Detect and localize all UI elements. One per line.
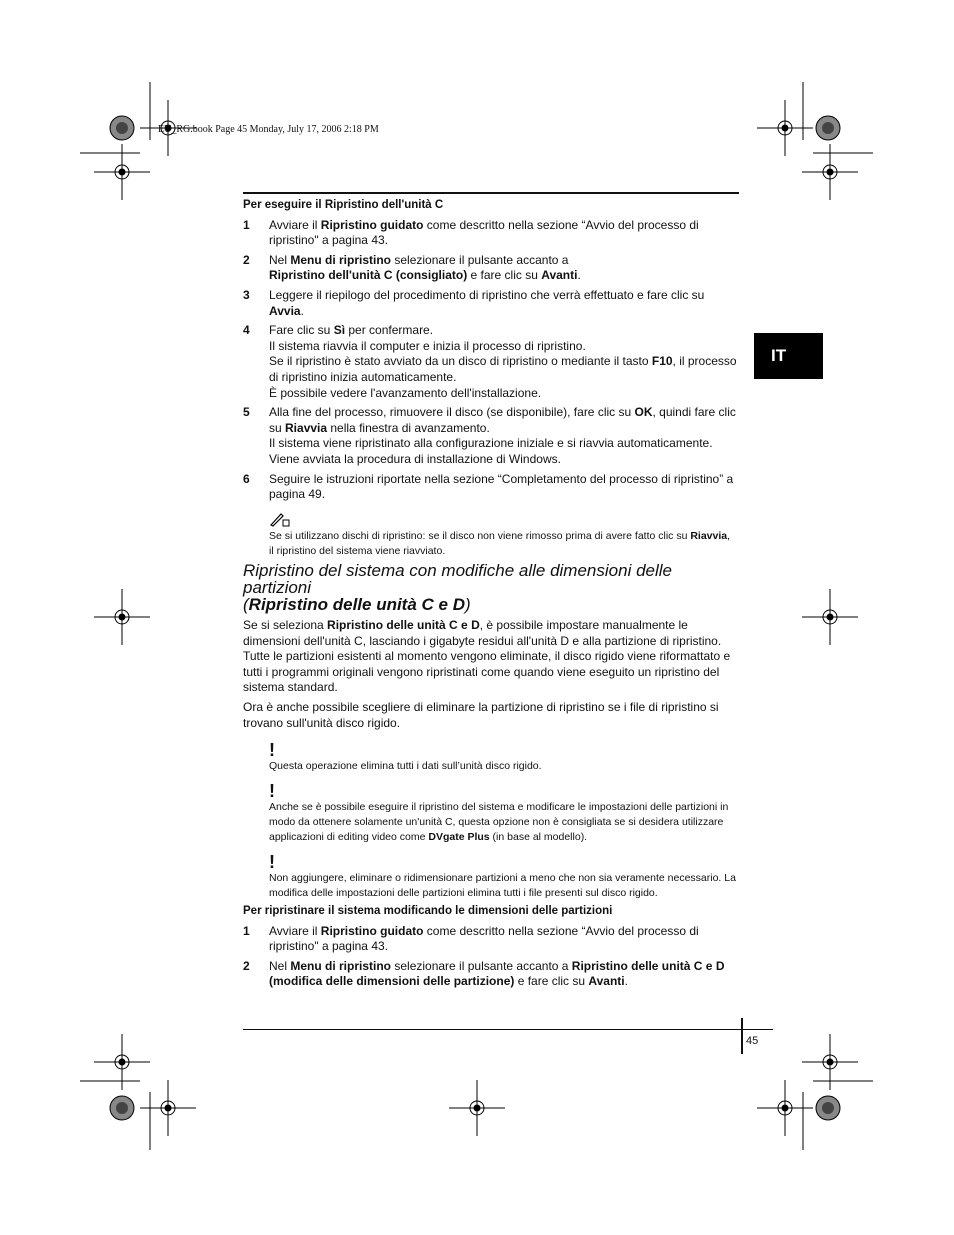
step-text: . <box>300 303 304 318</box>
list-item <box>243 924 737 955</box>
book-header: EU_RG.book Page 45 Monday, July 17, 2006 2:18 PM <box>158 124 379 135</box>
section2-para2: Ora è anche possibile scegliere di eliminare la partizione di ripristino se i file di ripristino si trovano sull'unità disco rigido. <box>243 699 719 730</box>
list-item <box>243 253 737 284</box>
list-item <box>243 959 737 990</box>
step-line <box>269 354 737 385</box>
step-text: Fare clic su <box>269 323 334 338</box>
step-number: 2 <box>243 252 250 267</box>
step-line <box>269 924 737 955</box>
language-tab-label: IT <box>771 346 787 365</box>
warning-icon: ! <box>269 852 275 873</box>
step-body <box>269 405 737 467</box>
section3 <box>243 904 737 990</box>
step-text: Nel <box>269 958 291 973</box>
page-number: 45 <box>746 1035 759 1047</box>
step-line <box>269 405 737 436</box>
bold-term: Menu di ripristino <box>290 252 392 267</box>
section1-title: Per eseguire il Ripristino dell'unità C <box>243 199 444 211</box>
bold-term: Avanti <box>588 974 625 989</box>
note <box>243 529 737 559</box>
step-line <box>269 452 737 468</box>
section2-para1: Se si seleziona Ripristino delle unità C e D, è possibile impostare manualmente le dimensioni dell'unità C, lasciando i gigabyte residui all'unità D e alla partizione di ripristino. Tutte le partizioni esistenti al momento vengono eliminate, il disco rigido viene riformattato e tutti i programmi originali vengono ripristinati come quando viene eseguito un ripristino del sistema standard. <box>243 618 731 695</box>
warning3 <box>243 853 737 901</box>
bold-term: Menu di ripristino <box>290 958 392 973</box>
step-text: È possibile vedere l'avanzamento dell'installazione. <box>269 385 542 400</box>
step-number: 6 <box>243 471 250 486</box>
step-text: selezionare il pulsante accanto a <box>391 958 572 973</box>
section3-steps <box>243 924 737 990</box>
note-text-end: , il ripristino del sistema viene riavviato. <box>269 529 731 557</box>
heading-line1: Ripristino del sistema con modifiche alle dimensioni delle partizioni <box>243 561 672 597</box>
bold-term: Ripristino guidato <box>320 923 424 938</box>
step-text: Alla fine del processo, rimuovere il disco (se disponibile), fare clic su <box>269 405 635 420</box>
step-line <box>269 218 737 249</box>
warning3-text: Non aggiungere, eliminare o ridimensionare partizioni a meno che non sia veramente necessario. La modifica delle impostazioni delle partizioni elimina tutti i file presenti sul disco rigido. <box>269 872 736 900</box>
step-text: , quindi fare clic su <box>269 405 736 435</box>
heading-close: ) <box>464 595 471 614</box>
step-text: Nel <box>269 252 291 267</box>
step-number: 1 <box>243 923 250 938</box>
step-line <box>269 472 737 503</box>
section2-heading <box>243 562 737 613</box>
step-text: come descritto nella sezione “Avvio del processo di ripristino" a pagina 43. <box>269 923 699 954</box>
note-text: Se si utilizzano dischi di ripristino: se il disco non viene rimosso prima di avere fatto clic su <box>269 529 691 542</box>
step-text: Leggere il riepilogo del procedimento di ripristino che verrà effettuato e fare clic su <box>269 287 705 302</box>
section1 <box>243 198 737 559</box>
step-number: 2 <box>243 958 250 973</box>
step-text: , il processo di ripristino inizia automaticamente. <box>269 354 737 384</box>
step-text: come descritto nella sezione “Avvio del processo di ripristino" a pagina 43. <box>269 217 699 248</box>
step-line <box>269 323 737 339</box>
step-text: Il sistema viene ripristinato alla configurazione iniziale e si riavvia automaticamente. <box>269 436 713 451</box>
list-item <box>243 323 737 401</box>
bottom-rule <box>243 1029 773 1030</box>
bold-term: Riavvia <box>285 420 328 435</box>
note-bold: Riavvia <box>690 529 728 542</box>
step-text: Avviare il <box>269 217 321 232</box>
bold-term: Sì <box>333 323 346 338</box>
step-text: nella finestra di avanzamento. <box>327 420 490 435</box>
list-item <box>243 288 737 319</box>
bold-term: F10 <box>651 354 673 369</box>
step-line <box>269 959 737 990</box>
bold-term: Ripristino guidato <box>320 217 424 232</box>
bold-term: OK <box>634 405 653 420</box>
step-number: 3 <box>243 287 250 302</box>
top-rule <box>243 192 739 194</box>
step-line <box>269 253 737 269</box>
step-body <box>269 218 737 249</box>
step-text: selezionare il pulsante accanto a <box>391 252 569 267</box>
step-line <box>269 288 737 319</box>
heading-open: ( <box>243 595 249 614</box>
step-number: 5 <box>243 405 250 420</box>
page-number-divider <box>741 1018 743 1054</box>
step-line <box>269 436 737 452</box>
step-text: e fare clic su <box>467 268 542 283</box>
list-item <box>243 472 737 503</box>
step-body <box>269 323 737 401</box>
step-body <box>269 253 737 284</box>
section1-steps <box>243 218 737 503</box>
step-body <box>269 924 737 955</box>
language-tab <box>754 333 823 379</box>
step-body <box>269 472 737 503</box>
list-item <box>243 405 737 467</box>
note-icon <box>243 511 737 529</box>
step-text: Se il ripristino è stato avviato da un disco di ripristino o mediante il tasto <box>269 354 652 369</box>
warning2: ! Anche se è possibile eseguire il ripristino del sistema e modificare le impostazioni delle partizioni in modo da ottenere solamente un'unità C, questa opzione non è consigliata se si desidera utilizzare applicazioni di editing video come DVgate Plus (in base al modello). <box>243 782 737 845</box>
bold-term: Ripristino delle unità C e D (modifica delle dimensioni delle partizione) <box>269 958 725 989</box>
step-text: Viene avviata la procedura di installazione di Windows. <box>269 451 561 466</box>
step-line <box>269 339 737 355</box>
step-text: Avviare il <box>269 923 321 938</box>
bold-term: Ripristino dell'unità C (consigliato) <box>269 268 468 283</box>
warning-icon: ! <box>269 781 275 802</box>
section3-title: Per ripristinare il sistema modificando le dimensioni delle partizioni <box>243 905 613 917</box>
step-text: per confermare. <box>345 323 434 338</box>
step-line <box>269 268 737 284</box>
warning-icon: ! <box>269 740 275 761</box>
step-number: 1 <box>243 217 250 232</box>
step-text: Il sistema riavvia il computer e inizia il processo di ripristino. <box>269 338 586 353</box>
step-number: 4 <box>243 323 250 338</box>
bold-term: Avanti <box>541 268 578 283</box>
step-text: e fare clic su <box>514 974 589 989</box>
heading-bold: Ripristino delle unità C e D <box>248 595 465 614</box>
step-body <box>269 288 737 319</box>
warning1-text: Questa operazione elimina tutti i dati sull’unità disco rigido. <box>269 760 542 773</box>
step-text: . <box>624 974 628 989</box>
section2 <box>243 562 737 901</box>
warning1 <box>243 741 737 774</box>
step-line <box>269 386 737 402</box>
step-text: Seguire le istruzioni riportate nella sezione “Completamento del processo di ripristino” a pagina 49. <box>269 471 734 502</box>
bold-term: Avvia <box>269 303 301 318</box>
list-item <box>243 218 737 249</box>
step-body <box>269 959 737 990</box>
step-text: . <box>577 268 581 283</box>
